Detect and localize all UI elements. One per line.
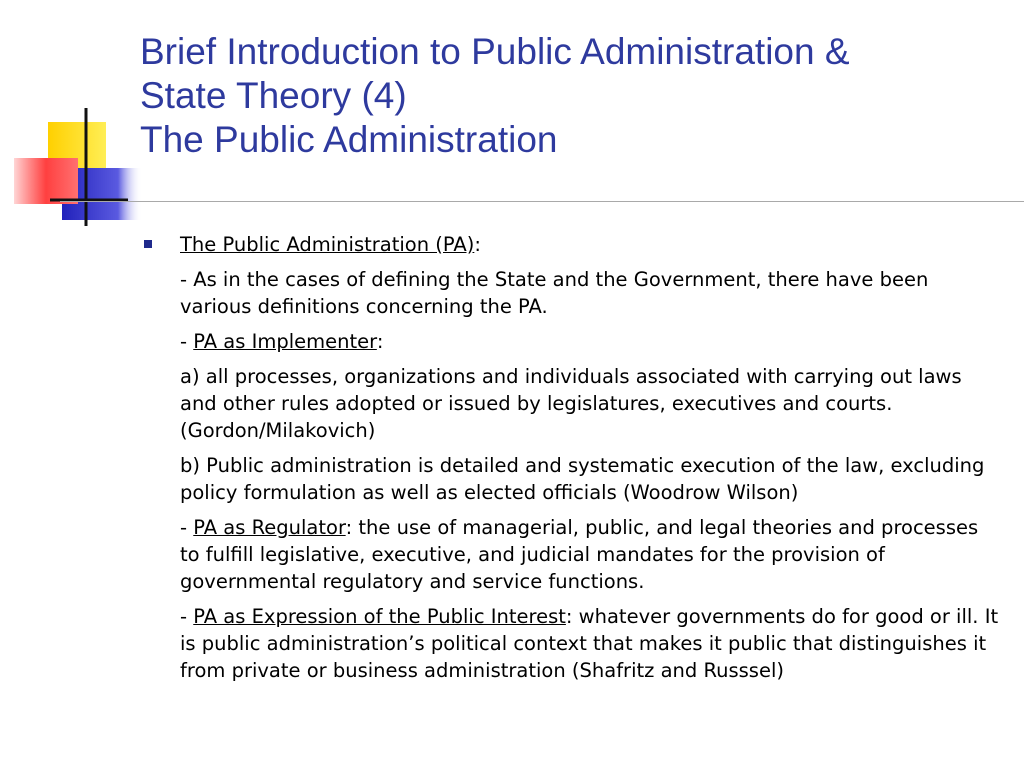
slide-title [140, 30, 1010, 162]
expression-paragraph [180, 603, 1000, 684]
regulator-label: PA as Regulator [193, 516, 346, 539]
implementer-heading [180, 328, 1000, 355]
definitions-intro: - As in the cases of defining the State and the Government, there have been various definitions concerning the PA. [180, 268, 929, 318]
regulator-paragraph [180, 514, 1000, 595]
expression-text: : whatever governments do for good or ill. It is public administration’s political context that makes it public that distinguishes it from private or business administration (Shafritz and Russsel) [180, 605, 999, 682]
heading-suffix: : [474, 233, 481, 256]
expression-prefix: - [180, 605, 194, 628]
expression-label: PA as Expression of the Public Interest [193, 605, 566, 628]
title-divider [60, 201, 1024, 202]
implementer-prefix: - [180, 330, 194, 353]
title-line-3: The Public Administration [140, 119, 558, 160]
implementer-item-b: b) Public administration is detailed and systematic execution of the law, excluding policy formulation as well as elected officials (Woodrow Wilson) [180, 454, 985, 504]
implementer-item-a: a) all processes, organizations and individuals associated with carrying out laws and other rules adopted or issued by legislatures, executives and courts. (Gordon/Milakovich) [180, 365, 962, 442]
heading-pa: The Public Administration (PA) [180, 233, 475, 256]
title-line-1: Brief Introduction to Public Administration & [140, 31, 850, 72]
slide-body [180, 231, 1000, 692]
bullet-heading-paragraph [180, 231, 1000, 258]
decorative-squares [0, 0, 150, 240]
square-bullet-icon [144, 240, 152, 248]
implementer-label: PA as Implementer [193, 330, 377, 353]
regulator-prefix: - [180, 516, 194, 539]
red-square [14, 158, 78, 204]
regulator-text: : the use of managerial, public, and legal theories and processes to fulfill legislative, executive, and judicial mandates for the provision of governmental regulatory and service functions. [180, 516, 979, 593]
title-line-2: State Theory (4) [140, 75, 407, 116]
implementer-suffix: : [376, 330, 384, 353]
